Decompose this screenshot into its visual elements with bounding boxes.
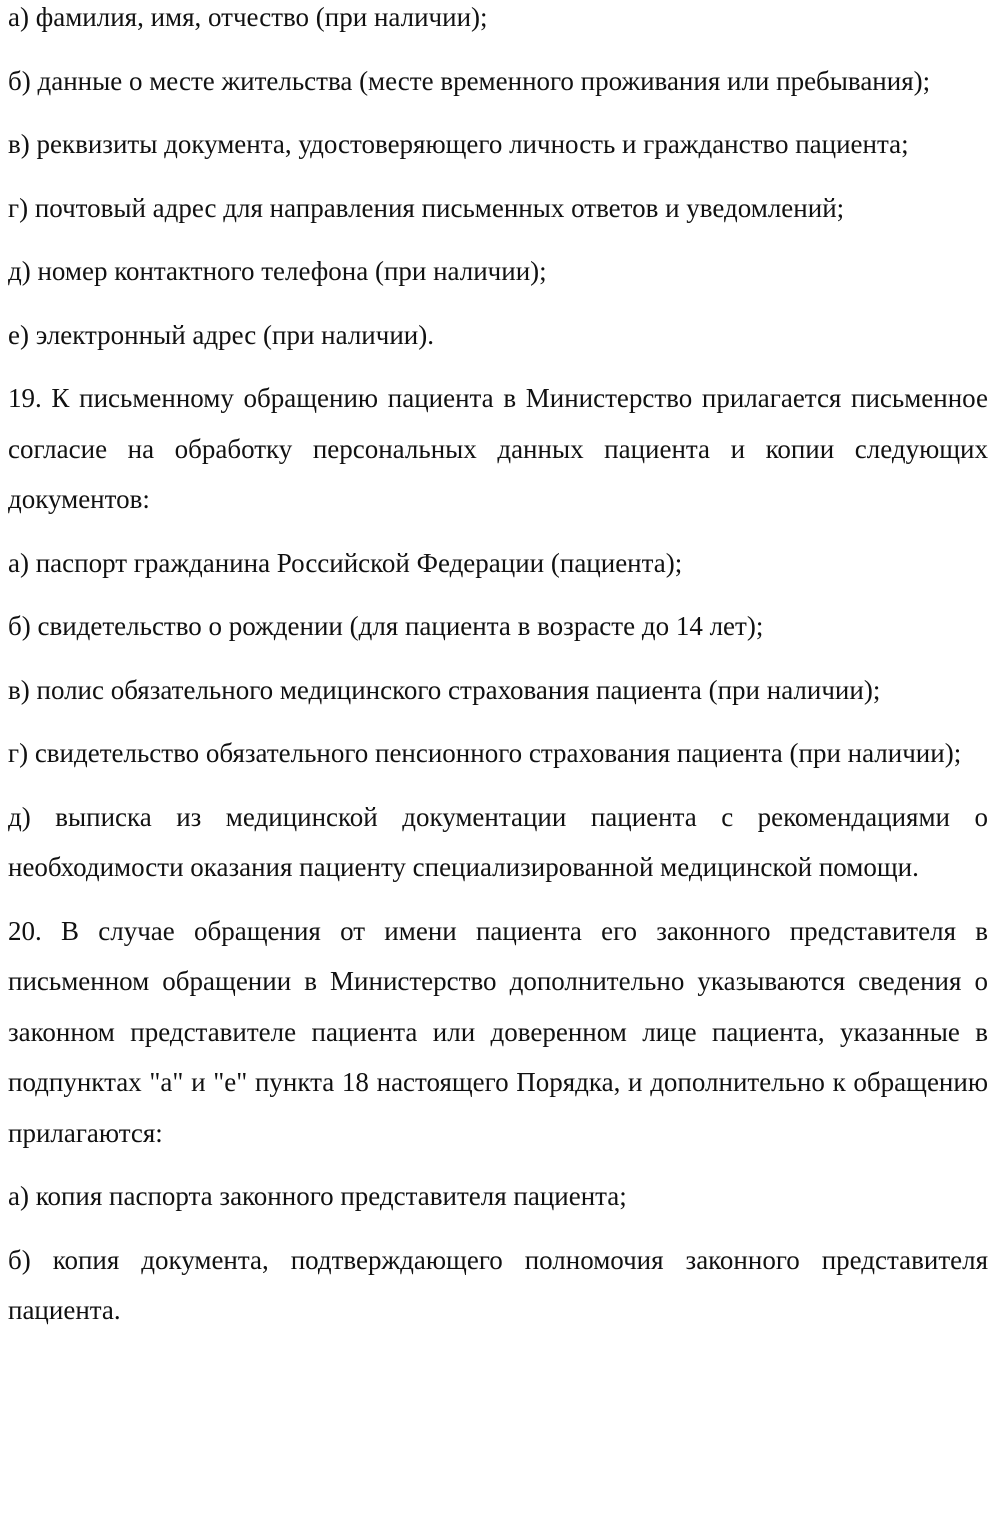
item-b-residence: б) данные о месте жительства (месте временного проживания или пребывания); (8, 65, 931, 96)
document-page (8, 0, 988, 1349)
clause-19-item-v-insurance-policy: в) полис обязательного медицинского страхования пациента (при наличии); (8, 674, 881, 705)
clause-19-item-d-medical-extract: д) выписка из медицинской документации пациента с рекомендациями о необходимости оказания пациенту специализированной медицинской помощи. (8, 801, 988, 882)
item-a-full-name: а) фамилия, имя, отчество (при наличии); (8, 2, 488, 32)
item-g-postal-address: г) почтовый адрес для направления письменных ответов и уведомлений; (8, 192, 845, 223)
item-d-phone-number: д) номер контактного телефона (при наличии); (8, 256, 547, 286)
clause-19: 19. К письменному обращению пациента в Министерство прилагается письменное согласие на обработку персональных данных пациента и копии следующих документов: (8, 383, 988, 514)
clause-20: 20. В случае обращения от имени пациента его законного представителя в письменном обращении в Министерство дополнительно указываются сведения о законном представителе пациента или доверенном лице пациента, указанные в подпунктах "а" и "е" пункта 18 настоящего Порядка, и дополнительно к обращению прилагаются: (8, 915, 988, 1148)
clause-19-item-a-passport: а) паспорт гражданина Российской Федерации (пациента); (8, 547, 683, 578)
clause-19-item-b-birth-certificate: б) свидетельство о рождении (для пациента в возрасте до 14 лет); (8, 611, 764, 641)
clause-20-item-b-authority-document: б) копия документа, подтверждающего полномочия законного представителя пациента. (8, 1244, 988, 1325)
clause-20-item-a-representative-passport: а) копия паспорта законного представителя пациента; (8, 1181, 627, 1211)
item-e-email-address: е) электронный адрес (при наличии). (8, 319, 434, 350)
clause-19-item-g-pension-certificate: г) свидетельство обязательного пенсионного страхования пациента (при наличии); (8, 738, 962, 768)
item-v-identity-document: в) реквизиты документа, удостоверяющего личность и гражданство пациента; (8, 129, 909, 159)
